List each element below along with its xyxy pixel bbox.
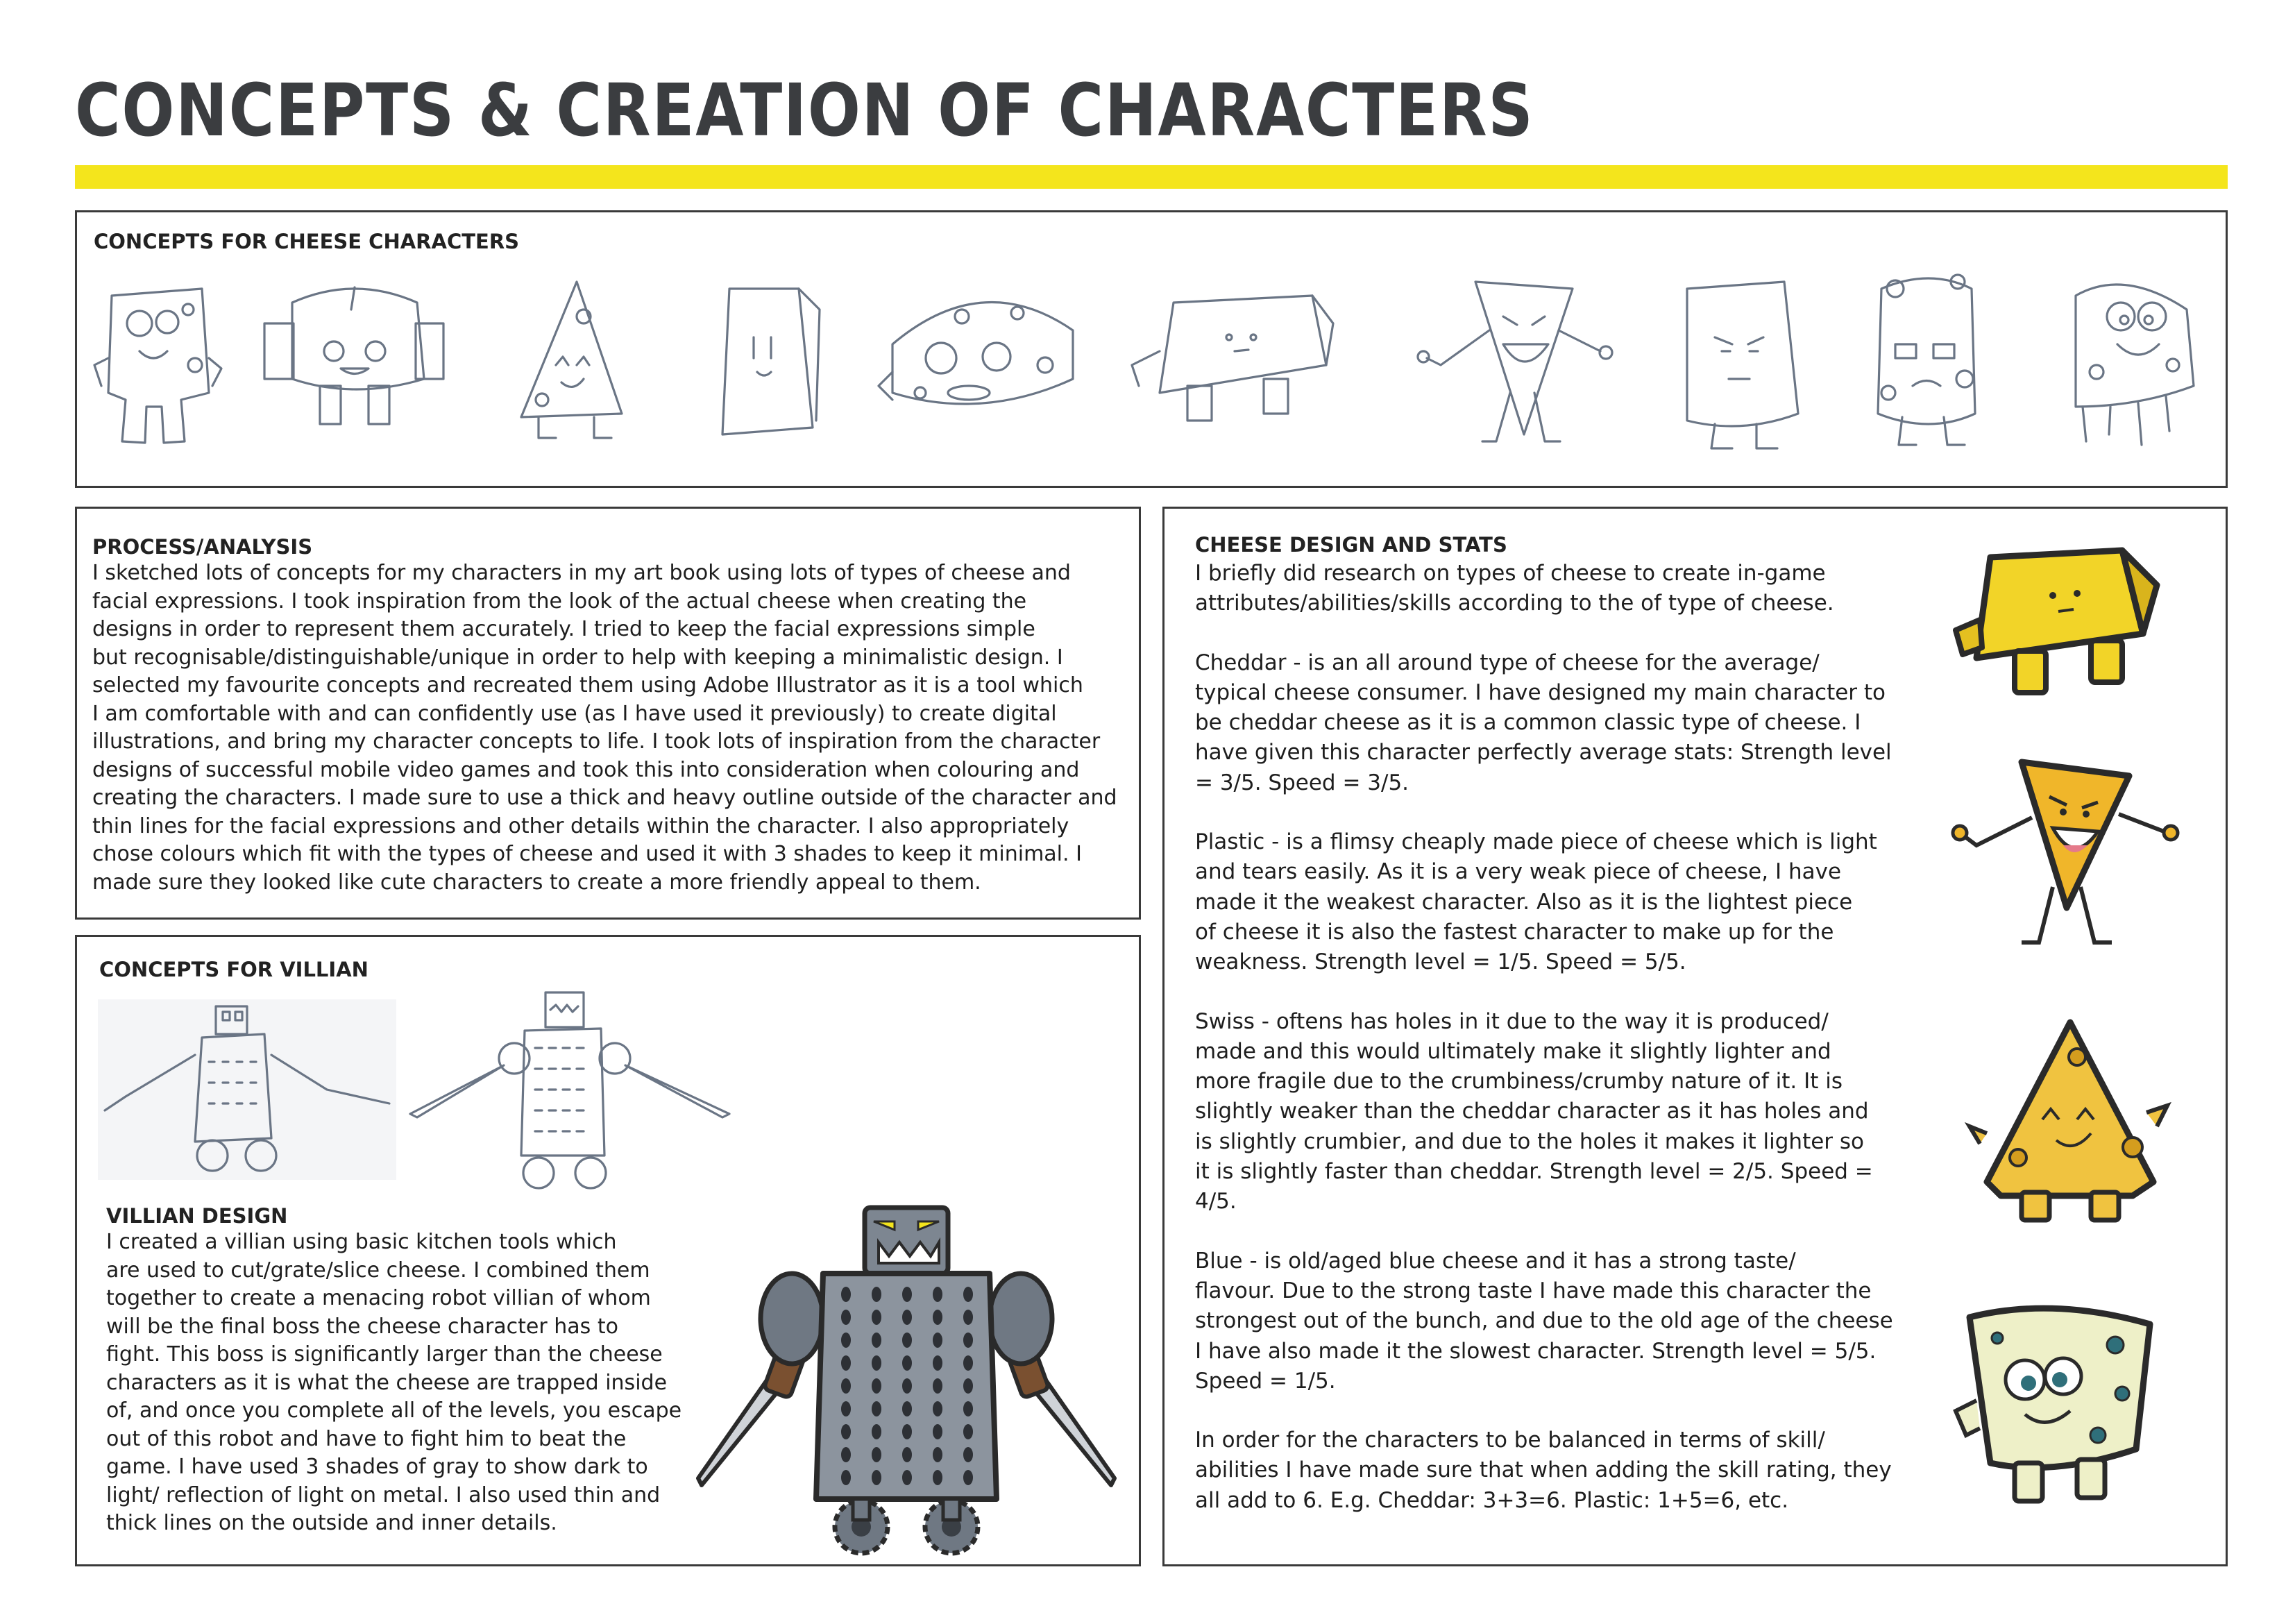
stats-line: In order for the characters to be balanced in terms of skill/ — [1195, 1428, 1825, 1453]
villian-line: characters as it is what the cheese are trapped inside — [106, 1370, 668, 1395]
villian-concepts-label: CONCEPTS FOR VILLIAN — [99, 958, 369, 981]
villian-line: I created a villian using basic kitchen tools which — [106, 1230, 617, 1254]
cheese-sketch-icon-6 — [1125, 282, 1354, 434]
villian-line: thick lines on the outside and inner details. — [106, 1511, 557, 1535]
swiss-character-icon — [1959, 1008, 2181, 1230]
stats-line: I have also made it the slowest character. Strength level = 5/5. — [1195, 1338, 1877, 1364]
stats-line: 4/5. — [1195, 1189, 1237, 1215]
stats-line: flavour. Due to the strong taste I have made this character the — [1195, 1278, 1872, 1303]
process-line: I am comfortable with and can confidently use (as I have used it previously) to create digital — [92, 701, 1057, 726]
stats-line: Speed = 1/5. — [1195, 1368, 1336, 1394]
stats-line: weakness. Strength level = 1/5. Speed = 5/5. — [1195, 949, 1686, 975]
cheddar-character-icon — [1949, 536, 2178, 710]
stats-line: attributes/abilities/skills according to the of type of cheese. — [1195, 591, 1834, 616]
villian-box — [75, 935, 1141, 1566]
villian-sketch-icon-2 — [403, 986, 736, 1194]
process-line: chose colours which fit with the types of cheese and used it with 3 shades to keep it minimal. I — [92, 842, 1082, 866]
page-title: CONCEPTS & CREATION OF CHARACTERS — [75, 68, 1534, 153]
process-text — [92, 559, 1117, 897]
villian-line: of, and once you complete all of the levels, you escape — [106, 1398, 682, 1423]
process-label: PROCESS/ANALYSIS — [92, 535, 313, 559]
cheese-sketch-icon-8 — [1666, 275, 1812, 455]
stats-line: made and this would ultimately make it slightly lighter and — [1195, 1038, 1831, 1064]
stats-line: it is slightly faster than cheddar. Strength level = 2/5. Speed = — [1195, 1159, 1873, 1185]
cheese-sketch-icon-7 — [1413, 275, 1621, 455]
process-box — [75, 507, 1141, 920]
concepts-label: CONCEPTS FOR CHEESE CHARACTERS — [94, 230, 520, 253]
villian-sketch-icon-1 — [98, 999, 396, 1180]
process-line: made sure they looked like cute characters to create a more friendly appeal to them. — [92, 870, 981, 895]
cheese-sketch-icon-3 — [507, 275, 632, 448]
villian-line: out of this robot and have to fight him to beat the — [106, 1426, 627, 1451]
stats-line: be cheddar cheese as it is a common classic type of cheese. I — [1195, 710, 1861, 736]
cheese-sketch-icon-5 — [879, 282, 1087, 434]
villian-line: will be the final boss the cheese character has to — [106, 1314, 618, 1339]
stats-line: is slightly crumbier, and due to the holes it makes it lighter so — [1195, 1128, 1865, 1154]
process-line: but recognisable/distinguishable/unique in order to help with keeping a minimalistic design. I — [92, 645, 1063, 670]
process-line: I sketched lots of concepts for my characters in my art book using lots of types of cheese and — [92, 561, 1071, 585]
villian-line: light/ reflection of light on metal. I also used thin and — [106, 1482, 661, 1507]
process-line: designs of successful mobile video games and took this into consideration when colouring and — [92, 757, 1080, 782]
title-underline — [75, 165, 2228, 189]
cheese-sketch-icon-1 — [98, 282, 223, 455]
stats-text — [1195, 559, 1893, 1516]
process-line: thin lines for the facial expressions and other details within the character. I also appropriately — [92, 813, 1069, 838]
cheese-sketch-icon-2 — [264, 282, 445, 434]
villian-line: are used to cut/grate/slice cheese. I combined them — [106, 1258, 650, 1283]
villian-line: fight. This boss is significantly larger than the cheese — [106, 1342, 663, 1367]
villian-text — [106, 1228, 681, 1538]
stats-line: Swiss - oftens has holes in it due to the way it is produced/ — [1195, 1008, 1829, 1034]
process-line: creating the characters. I made sure to use a thick and heavy outline outside of the character and — [92, 786, 1117, 810]
villian-design-label: VILLIAN DESIGN — [106, 1204, 288, 1228]
stats-line: made it the weakest character. Also as it is the lightest piece — [1195, 889, 1853, 915]
stats-line: of cheese it is also the fastest character to make up for the — [1195, 919, 1834, 945]
stats-line: = 3/5. Speed = 3/5. — [1195, 770, 1409, 795]
process-line: designs in order to represent them accurately. I tried to keep the facial expressions simple — [92, 617, 1035, 641]
stats-line: Plastic - is a flimsy cheaply made piece of cheese which is light — [1195, 829, 1877, 855]
process-line: facial expressions. I took inspiration from the look of the actual cheese when creating the — [92, 589, 1027, 614]
villian-line: game. I have used 3 shades of gray to show dark to — [106, 1455, 648, 1479]
blue-cheese-character-icon — [1949, 1296, 2171, 1519]
stats-line: I briefly did research on types of cheese to create in-game — [1195, 561, 1826, 586]
process-line: illustrations, and bring my character concepts to life. I took lots of inspiration from the character — [92, 729, 1101, 754]
stats-line: Cheddar - is an all around type of cheese for the average/ — [1195, 650, 1820, 675]
cheese-sketch-icon-9 — [1854, 268, 1999, 455]
cheese-sketch-icon-4 — [702, 275, 827, 455]
stats-line: more fragile due to the crumbiness/crumby nature of it. It is — [1195, 1069, 1843, 1094]
plastic-character-icon — [1949, 748, 2185, 956]
stats-line: abilities I have made sure that when adding the skill rating, they — [1195, 1457, 1892, 1483]
process-line: selected my favourite concepts and recreated them using Adobe Illustrator as it is a tool which — [92, 673, 1083, 697]
stats-line: Blue - is old/aged blue cheese and it has a strong taste/ — [1195, 1248, 1796, 1274]
stats-line: slightly weaker than the cheddar character as it has holes and — [1195, 1099, 1869, 1124]
villian-line: together to create a menacing robot villian of whom — [106, 1286, 651, 1310]
stats-label: CHEESE DESIGN AND STATS — [1195, 533, 1507, 557]
stats-line: all add to 6. E.g. Cheddar: 3+3=6. Plastic: 1+5=6, etc. — [1195, 1487, 1789, 1513]
stats-box — [1162, 507, 2228, 1566]
stats-line: have given this character perfectly average stats: Strength level — [1195, 740, 1892, 766]
cheese-sketch-icon-10 — [2055, 268, 2208, 455]
robot-villian-icon — [688, 1194, 1125, 1555]
stats-line: strongest out of the bunch, and due to the old age of the cheese — [1195, 1308, 1893, 1334]
stats-line: and tears easily. As it is a very weak piece of cheese, I have — [1195, 859, 1842, 885]
stats-line: typical cheese consumer. I have designed my main character to — [1195, 679, 1886, 705]
concepts-box — [75, 210, 2228, 488]
